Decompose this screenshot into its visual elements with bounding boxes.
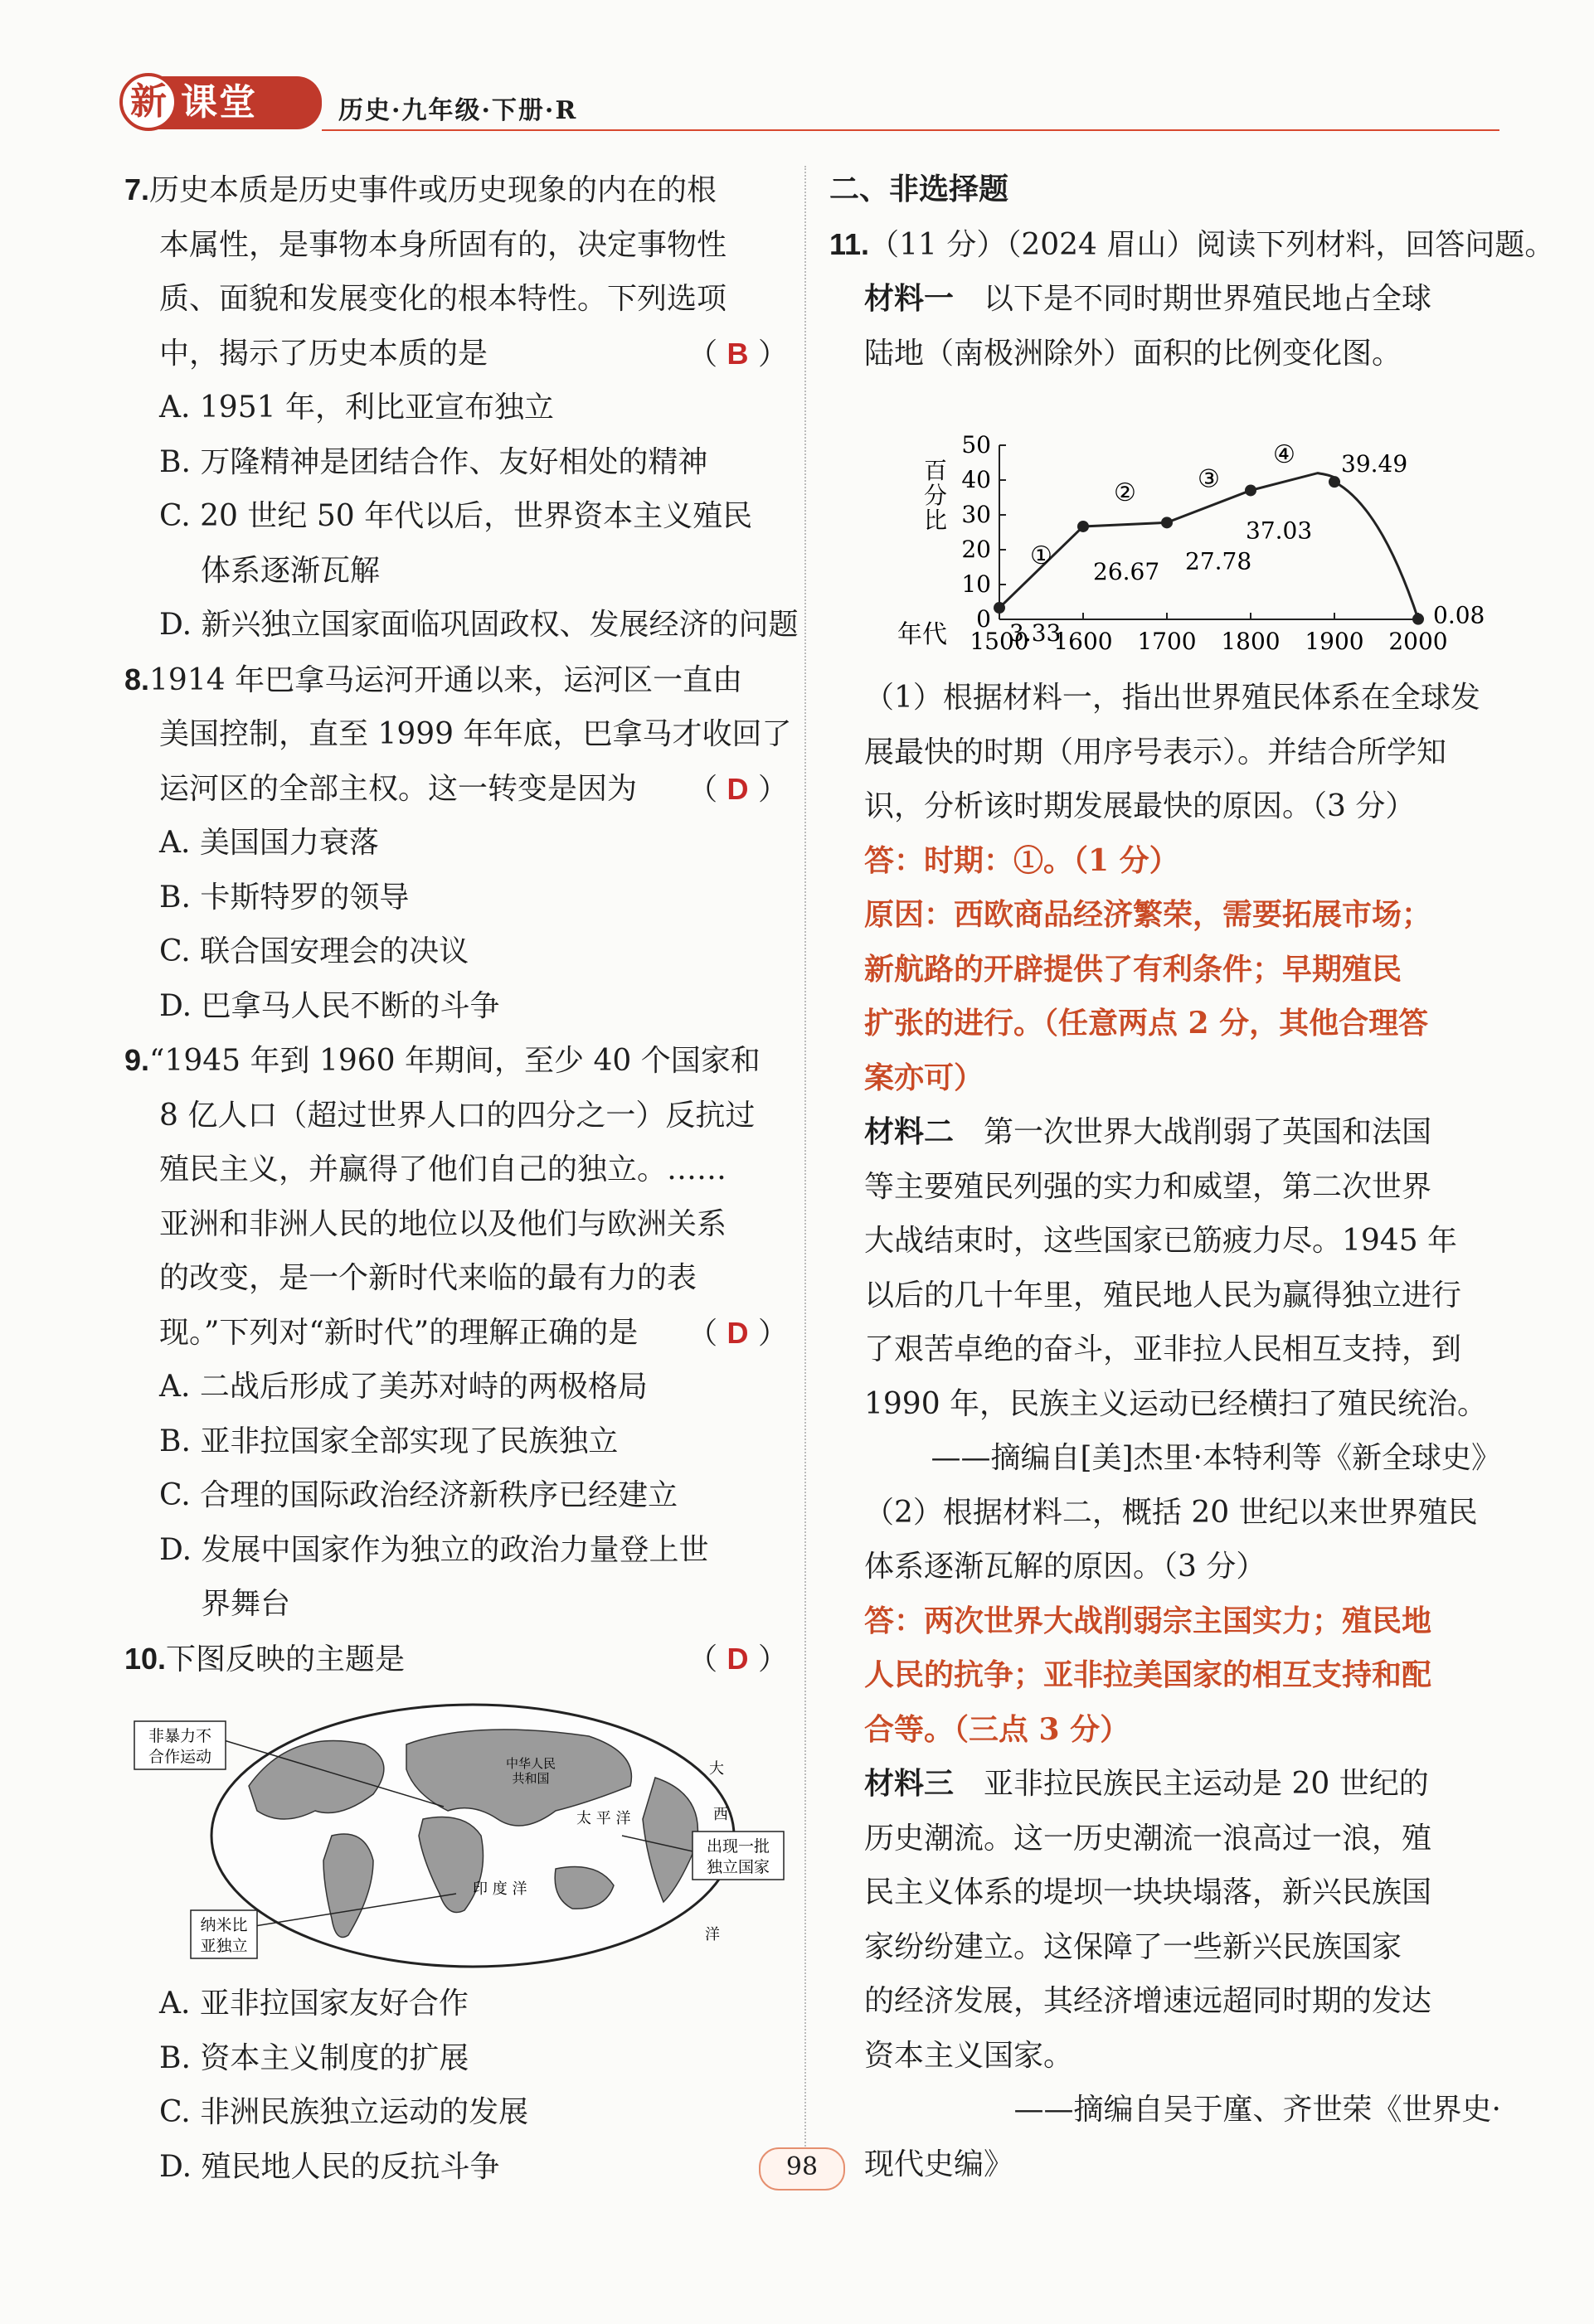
material-source: 现代史编》: [864, 2147, 1014, 2181]
material-line: 大战结束时，这些国家已筋疲力尽。1945 年: [864, 1224, 1458, 1258]
material-line: 1990 年，民族主义运动已经横扫了殖民统治。: [864, 1386, 1488, 1421]
answer-bracket: （ B ）: [688, 336, 788, 371]
y-axis-label: 百: [923, 457, 948, 484]
book-title: 历史·九年级·下册·R: [338, 96, 578, 125]
question-8: [124, 653, 792, 1034]
material-line: 以后的几十年里，殖民地人民为赢得独立进行: [864, 1278, 1462, 1312]
header-rule: [322, 129, 1499, 131]
question-10: [124, 1632, 788, 2195]
material-line: 民主义体系的堤坝一块块塌落，新兴民族国: [864, 1875, 1432, 1909]
column-divider: [804, 166, 806, 2172]
material-line: 资本主义国家。: [864, 2038, 1074, 2073]
material-source: ——摘编自吴于廑、齐世荣《世界史·: [1013, 2093, 1501, 2127]
data-label: 27.78: [1185, 547, 1252, 575]
x-tick-label: 1800: [1221, 628, 1281, 655]
map-label: 西: [713, 1806, 728, 1823]
period-label: ④: [1272, 440, 1295, 469]
material-line: 以下是不同时期世界殖民地占全球: [984, 282, 1432, 316]
question-stem-line: 殖民主义，并赢得了他们自己的独立。……: [159, 1152, 727, 1186]
answer-line: 人民的抗争；亚非拉美国家的相互支持和配: [864, 1657, 1432, 1692]
data-point: [1329, 476, 1340, 488]
y-tick-label: 40: [961, 466, 991, 493]
y-axis-label: 分: [923, 482, 948, 509]
option-c: C. 20 世纪 50 年代以后，世界资本主义殖民: [159, 499, 753, 533]
data-label: 3.33: [1009, 619, 1062, 648]
map-label: 合作运动: [148, 1748, 212, 1766]
material-label: 材料一: [864, 281, 955, 316]
answer-line: 答：时期：①。（1 分）: [864, 842, 1179, 878]
map-label: 出现一批: [706, 1837, 770, 1856]
y-tick-label: 0: [976, 605, 991, 633]
question-stem-line: 的改变，是一个新时代来临的最有力的表: [159, 1261, 697, 1295]
answer-letter: D: [727, 771, 749, 806]
logo-text: 课堂: [181, 81, 257, 124]
option-d: D. 发展中国家作为独立的政治力量登上世: [159, 1532, 709, 1567]
logo-badge: 新: [119, 73, 177, 131]
data-label: 0.08: [1433, 601, 1485, 629]
material-source: ——摘编自[美]杰里·本特利等《新全球史》: [931, 1441, 1501, 1475]
question-number: 9.: [124, 1043, 150, 1077]
x-tick-label: 1600: [1053, 628, 1113, 655]
question-stem-line: 1914 年巴拿马运河开通以来，运河区一直由: [149, 662, 743, 697]
option-b: B. 亚非拉国家全部实现了民族独立: [159, 1424, 619, 1458]
data-point: [994, 602, 1005, 614]
question-number: 11.: [829, 226, 870, 261]
x-tick-label: 1900: [1305, 628, 1364, 655]
period-label: ②: [1114, 478, 1136, 508]
map-label: 独立国家: [706, 1858, 770, 1876]
option-d: D. 新兴独立国家面临巩固政权、发展经济的问题: [159, 608, 799, 642]
sub-question-1: 展最快的时期（用序号表示）。并结合所学知: [864, 735, 1447, 769]
question-9: [124, 1033, 788, 1632]
option-d: D. 巴拿马人民不断的斗争: [159, 988, 500, 1023]
answer-line: 案亦可）: [864, 1060, 984, 1095]
answer-letter: B: [727, 336, 749, 371]
y-tick-label: 20: [961, 536, 991, 563]
option-a: A. 亚非拉国家友好合作: [159, 1987, 469, 2021]
option-b: B. 万隆精神是团结合作、友好相处的精神: [159, 444, 708, 479]
y-tick-label: 50: [961, 431, 991, 458]
answer-bracket: （ D ）: [688, 1641, 788, 1676]
x-tick-label: 2000: [1388, 628, 1448, 655]
map-label: 共和国: [512, 1771, 550, 1786]
answer-line: 答：两次世界大战削弱宗主国实力；殖民地: [864, 1603, 1432, 1638]
option-a: A. 1951 年，利比亚宣布独立: [159, 391, 554, 425]
series-line: [999, 473, 1418, 619]
material-line: 陆地（南极洲除外）面积的比例变化图。: [864, 336, 1402, 371]
question-stem-line: 8 亿人口（超过世界人口的四分之一）反抗过: [159, 1098, 756, 1133]
material-line: 的经济发展，其经济增速远超同时期的发达: [864, 1984, 1432, 2018]
x-tick-label: 1500: [970, 628, 1029, 655]
data-point: [1077, 521, 1089, 532]
map-label: 太 平 洋: [576, 1810, 631, 1827]
option-c-cont: 体系逐渐瓦解: [201, 553, 381, 588]
question-number: 10.: [124, 1641, 167, 1676]
answer-bracket: （ D ）: [688, 1315, 788, 1351]
option-a: A. 美国国力衰落: [159, 826, 379, 860]
material-line: 家纷纷建立。这保障了一些新兴民族国家: [864, 1929, 1402, 1964]
y-axis-label: 比: [923, 507, 948, 534]
option-c: C. 合理的国际政治经济新秩序已经建立: [159, 1478, 678, 1512]
question-stem-line: 美国控制，直至 1999 年年底，巴拿马才收回了: [159, 717, 792, 751]
option-b: B. 资本主义制度的扩展: [159, 2040, 469, 2075]
sub-question-2: 体系逐渐瓦解的原因。（3 分）: [864, 1550, 1266, 1584]
option-b: B. 卡斯特罗的领导: [159, 880, 410, 915]
y-tick-label: 30: [961, 501, 991, 528]
data-label: 39.49: [1341, 450, 1408, 478]
question-stem-line: 下图反映的主题是: [166, 1642, 406, 1676]
option-c: C. 非洲民族独立运动的发展: [159, 2095, 529, 2129]
x-axis-label: 年代: [897, 620, 947, 649]
question-7: [124, 163, 799, 653]
question-stem-line: 运河区的全部主权。这一转变是因为: [159, 771, 638, 806]
question-stem-line: 亚洲和非洲人民的地位以及他们与欧洲关系: [159, 1206, 727, 1241]
y-tick-label: 10: [961, 570, 991, 598]
colony-chart: [829, 381, 1501, 671]
question-stem-line: 现。”下列对“新时代”的理解正确的是: [159, 1315, 639, 1350]
question-stem-line: 质、面貌和发展变化的根本特性。下列选项: [159, 282, 727, 316]
answer-line: 新航路的开辟提供了有利条件；早期殖民: [864, 951, 1402, 987]
question-stem: （11 分）（2024 眉山）阅读下列材料，回答问题。: [869, 227, 1555, 262]
question-stem-line: 历史本质是历史事件或历史现象的内在的根: [149, 173, 717, 207]
answer-bracket: （ D ）: [688, 771, 788, 807]
left-column: [124, 163, 799, 2194]
data-point: [1245, 484, 1256, 496]
period-label: ③: [1198, 464, 1220, 494]
x-tick-label: 1700: [1137, 628, 1197, 655]
data-label: 26.67: [1093, 557, 1160, 585]
period-label: ①: [1030, 541, 1052, 570]
colony-line-chart: [829, 381, 1501, 671]
question-stem-line: “1945 年到 1960 年期间，至少 40 个国家和: [149, 1044, 761, 1078]
sub-question-2: （2）根据材料二，概括 20 世纪以来世界殖民: [864, 1495, 1478, 1530]
answer-line: 合等。（三点 3 分）: [864, 1711, 1130, 1747]
question-number: 8.: [124, 662, 150, 696]
sub-question-1: （1）根据材料一，指出世界殖民体系在全球发: [864, 681, 1480, 715]
material-line: 等主要殖民列强的实力和威望，第二次世界: [864, 1169, 1432, 1204]
map-label: 非暴力不: [148, 1727, 212, 1745]
map-label: 大: [709, 1760, 724, 1778]
page-header: [98, 73, 1499, 139]
answer-line: 原因：西欧商品经济繁荣，需要拓展市场；: [864, 897, 1432, 932]
sub-question-1: 识，分析该时期发展最快的原因。（3 分）: [864, 789, 1416, 823]
data-label: 37.03: [1246, 517, 1313, 545]
option-d-cont: 界舞台: [201, 1587, 291, 1621]
material-label: 材料二: [864, 1114, 955, 1149]
option-c: C. 联合国安理会的决议: [159, 934, 469, 968]
material-line: 了艰苦卓绝的奋斗，亚非拉人民相互支持，到: [864, 1332, 1462, 1366]
map-label: 中华人民: [505, 1756, 556, 1771]
right-column: [829, 163, 1555, 2191]
page-number: 98: [759, 2147, 845, 2191]
question-stem-line: 中，揭示了历史本质的是: [159, 336, 488, 371]
map-label: 亚独立: [200, 1937, 248, 1955]
map-label: 纳米比: [200, 1916, 248, 1934]
map-label: 印 度 洋: [473, 1880, 527, 1898]
answer-line: 扩张的进行。（任意两点 2 分，其他合理答: [864, 1006, 1429, 1041]
option-d: D. 殖民地人民的反抗斗争: [159, 2149, 500, 2184]
question-number: 7.: [124, 172, 150, 206]
world-map-figure: [124, 1695, 788, 1977]
material-label: 材料三: [864, 1766, 955, 1801]
material-line: 历史潮流。这一历史潮流一浪高过一浪，殖: [864, 1821, 1432, 1856]
answer-letter: D: [727, 1315, 749, 1350]
section-title: 二、非选择题: [829, 172, 1009, 206]
material-line: 亚非拉民族民主运动是 20 世纪的: [984, 1767, 1429, 1801]
data-point: [1161, 517, 1173, 528]
data-point: [1412, 614, 1424, 625]
question-stem-line: 本属性，是事物本身所固有的，决定事物性: [159, 227, 727, 262]
material-line: 第一次世界大战削弱了英国和法国: [984, 1115, 1432, 1149]
answer-letter: D: [727, 1641, 749, 1676]
option-a: A. 二战后形成了美苏对峙的两极格局: [159, 1370, 648, 1404]
map-label: 洋: [705, 1926, 720, 1943]
